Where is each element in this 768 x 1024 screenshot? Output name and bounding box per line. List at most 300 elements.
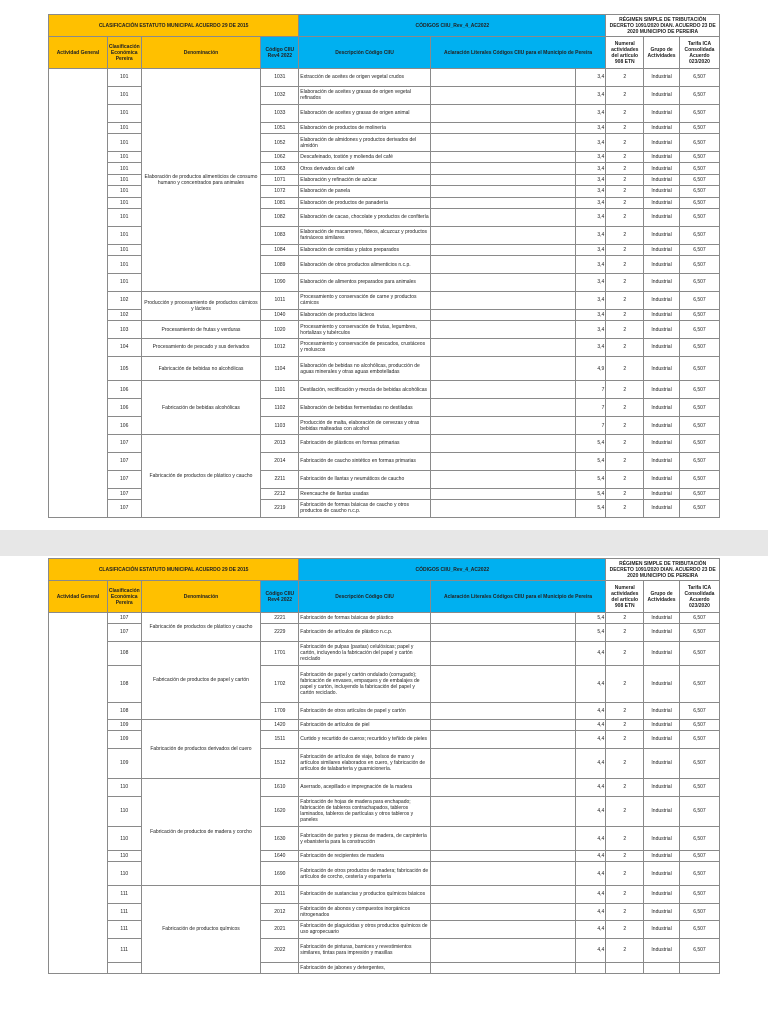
tipo-cell: Industrial: [644, 488, 680, 499]
tipo-cell: Industrial: [644, 291, 680, 309]
col-codigo-ciiu: Código CIIU Rev4 2022: [261, 581, 299, 613]
tipo-cell: Industrial: [644, 273, 680, 291]
tipo-cell: Industrial: [644, 720, 680, 731]
clasificacion-cell: 101: [107, 174, 141, 185]
descripcion-cell: Procesamiento y conservación de pescados, crustáceos y moluscos: [299, 339, 430, 357]
col-numeral: Numeral actividades del artículo 908 ETN: [606, 37, 644, 69]
grupo-cell: 2: [606, 339, 644, 357]
codigo-ciiu-cell: 2211: [261, 470, 299, 488]
numeral-cell: 5,4: [575, 613, 606, 624]
tipo-cell: Industrial: [644, 903, 680, 921]
aclaracion-cell: [430, 226, 575, 244]
tipo-cell: Industrial: [644, 244, 680, 255]
tarifa-cell: 6,507: [679, 613, 719, 624]
aclaracion-cell: [430, 779, 575, 797]
codigo-ciiu-cell: 1040: [261, 309, 299, 320]
codigo-ciiu-cell: 1032: [261, 86, 299, 104]
numeral-cell: 3,4: [575, 291, 606, 309]
tarifa-cell: 6,507: [679, 356, 719, 380]
descripcion-cell: Elaboración de bebidas fermentadas no destiladas: [299, 399, 430, 417]
descripcion-cell: Fabricación de formas básicas de plástico: [299, 613, 430, 624]
grupo-cell: 2: [606, 226, 644, 244]
tipo-cell: Industrial: [644, 151, 680, 162]
aclaracion-cell: [430, 488, 575, 499]
tarifa-cell: 6,507: [679, 86, 719, 104]
codigo-ciiu-cell: 2013: [261, 434, 299, 452]
tipo-cell: Industrial: [644, 186, 680, 197]
aclaracion-cell: [430, 886, 575, 904]
clasificacion-cell: 110: [107, 796, 141, 827]
aclaracion-cell: [430, 256, 575, 274]
descripcion-cell: Producción de malta, elaboración de cervezas y otras bebidas malteadas con alcohol: [299, 417, 430, 435]
clasificacion-cell: 107: [107, 488, 141, 499]
tipo-cell: Industrial: [644, 921, 680, 939]
grupo-cell: 2: [606, 256, 644, 274]
clasificacion-cell: 101: [107, 163, 141, 174]
tipo-cell: Industrial: [644, 309, 680, 320]
tipo-cell: Industrial: [644, 208, 680, 226]
tarifa-cell: 6,507: [679, 702, 719, 720]
aclaracion-cell: [430, 163, 575, 174]
grupo-cell: [606, 962, 644, 973]
codigo-ciiu-cell: 2229: [261, 624, 299, 642]
aclaracion-cell: [430, 339, 575, 357]
denominacion-cell: Procesamiento de pescado y sus derivados: [141, 339, 261, 357]
tarifa-cell: 6,507: [679, 851, 719, 862]
codigo-ciiu-cell: 2022: [261, 938, 299, 962]
tipo-cell: Industrial: [644, 827, 680, 851]
aclaracion-cell: [430, 356, 575, 380]
tarifa-cell: 6,507: [679, 186, 719, 197]
codigo-ciiu-cell: 1031: [261, 69, 299, 87]
table-row: [49, 779, 720, 797]
header-clasificacion-estatuto: CLASIFICACIÓN ESTATUTO MUNICIPAL ACUERDO 29 DE 2015: [49, 15, 299, 37]
grupo-cell: 2: [606, 273, 644, 291]
numeral-cell: 4,4: [575, 665, 606, 702]
aclaracion-cell: [430, 208, 575, 226]
clasificacion-cell: 101: [107, 208, 141, 226]
tarifa-cell: 6,507: [679, 748, 719, 779]
aclaracion-cell: [430, 417, 575, 435]
descripcion-cell: Fabricación de recipientes de madera: [299, 851, 430, 862]
descripcion-cell: Fabricación de artículos de piel: [299, 720, 430, 731]
col-descripcion: Descripción Código CIIU: [299, 37, 430, 69]
tarifa-cell: 6,507: [679, 339, 719, 357]
grupo-cell: 2: [606, 417, 644, 435]
denominacion-cell: Fabricación de productos de plástico y caucho: [141, 434, 261, 517]
tarifa-cell: 6,507: [679, 273, 719, 291]
aclaracion-cell: [430, 938, 575, 962]
clasificacion-cell: 101: [107, 104, 141, 122]
clasificacion-cell: 107: [107, 613, 141, 624]
descripcion-cell: Elaboración de comidas y platos preparados: [299, 244, 430, 255]
descripcion-cell: Fabricación de papel y cartón ondulado (corrugado); fabricación de envases, empaques y de embalajes de papel y cartón, incluyendo la fabricación del papel y cartón reciclado.: [299, 665, 430, 702]
numeral-cell: 4,4: [575, 720, 606, 731]
clasificacion-cell: 111: [107, 903, 141, 921]
numeral-cell: 3,4: [575, 151, 606, 162]
descripcion-cell: Descafeinado, tostión y molienda del café: [299, 151, 430, 162]
codigo-ciiu-cell: 1090: [261, 273, 299, 291]
denominacion-cell: Fabricación de productos de plástico y caucho: [141, 613, 261, 642]
aclaracion-cell: [430, 500, 575, 518]
grupo-cell: 2: [606, 641, 644, 665]
tarifa-cell: 6,507: [679, 624, 719, 642]
clasificacion-cell: 111: [107, 886, 141, 904]
codigo-ciiu-cell: 1082: [261, 208, 299, 226]
codigo-ciiu-cell: 2012: [261, 903, 299, 921]
aclaracion-cell: [430, 624, 575, 642]
table-row: [49, 641, 720, 665]
aclaracion-cell: [430, 321, 575, 339]
clasificacion-cell: 106: [107, 381, 141, 399]
denominacion-cell: Fabricación de bebidas no alcohólicas: [141, 356, 261, 380]
numeral-cell: 3,4: [575, 321, 606, 339]
numeral-cell: 5,4: [575, 470, 606, 488]
numeral-cell: 3,4: [575, 134, 606, 152]
tipo-cell: Industrial: [644, 86, 680, 104]
col-aclaracion: Aclaración Literales Códigos CIIU para el Municipio de Pereira: [430, 581, 606, 613]
grupo-cell: 2: [606, 903, 644, 921]
clasificacion-cell: 107: [107, 470, 141, 488]
aclaracion-cell: [430, 851, 575, 862]
clasificacion-cell: [107, 962, 141, 973]
tarifa-cell: 6,507: [679, 309, 719, 320]
tarifa-cell: 6,507: [679, 399, 719, 417]
numeral-cell: 4,4: [575, 748, 606, 779]
aclaracion-cell: [430, 197, 575, 208]
aclaracion-cell: [430, 720, 575, 731]
numeral-cell: 7: [575, 417, 606, 435]
clasificacion-cell: 107: [107, 624, 141, 642]
table-row: [49, 613, 720, 624]
numeral-cell: 4,4: [575, 779, 606, 797]
descripcion-cell: Fabricación de jabones y detergentes,: [299, 962, 430, 973]
clasificacion-cell: 101: [107, 197, 141, 208]
descripcion-cell: Elaboración y refinación de azúcar: [299, 174, 430, 185]
tarifa-cell: 6,507: [679, 665, 719, 702]
grupo-cell: 2: [606, 309, 644, 320]
tarifa-cell: 6,507: [679, 244, 719, 255]
codigo-ciiu-cell: 1690: [261, 862, 299, 886]
descripcion-cell: Fabricación de hojas de madera para enchapado; fabricación de tableros contrachapados, tableros laminados, tableros de partículas y otros tableros y paneles: [299, 796, 430, 827]
col-denominacion: Denominación: [141, 581, 261, 613]
clasificacion-cell: 108: [107, 702, 141, 720]
aclaracion-cell: [430, 903, 575, 921]
grupo-cell: 2: [606, 796, 644, 827]
clasificacion-cell: 101: [107, 122, 141, 133]
col-numeral: Numeral actividades del artículo 908 ETN: [606, 581, 644, 613]
descripcion-cell: Fabricación de pinturas, barnices y revestimientos similares, tintas para impresión y masillas: [299, 938, 430, 962]
tarifa-cell: 6,507: [679, 197, 719, 208]
col-clasificacion: Clasificación Económica Pereira: [107, 581, 141, 613]
tipo-cell: Industrial: [644, 134, 680, 152]
grupo-cell: 2: [606, 851, 644, 862]
tipo-cell: Industrial: [644, 226, 680, 244]
codigo-ciiu-cell: 2021: [261, 921, 299, 939]
denominacion-cell: Procesamiento de frutas y verduras: [141, 321, 261, 339]
aclaracion-cell: [430, 641, 575, 665]
clasificacion-cell: 101: [107, 256, 141, 274]
grupo-cell: 2: [606, 470, 644, 488]
table-row: [49, 720, 720, 731]
tipo-cell: Industrial: [644, 702, 680, 720]
grupo-cell: 2: [606, 134, 644, 152]
descripcion-cell: Elaboración de alimentos preparados para animales: [299, 273, 430, 291]
col-grupo: Grupo de Actividades: [644, 581, 680, 613]
clasificacion-cell: 101: [107, 226, 141, 244]
tipo-cell: Industrial: [644, 452, 680, 470]
codigo-ciiu-cell: 1620: [261, 796, 299, 827]
codigo-ciiu-cell: 1033: [261, 104, 299, 122]
ciiu-table-page-1: [48, 14, 720, 518]
numeral-cell: 4,4: [575, 862, 606, 886]
clasificacion-cell: 107: [107, 500, 141, 518]
descripcion-cell: Elaboración de macarrones, fideos, alcuzcuz y productos farináceos similares: [299, 226, 430, 244]
numeral-cell: 4,4: [575, 903, 606, 921]
codigo-ciiu-cell: 2011: [261, 886, 299, 904]
tarifa-cell: 6,507: [679, 434, 719, 452]
codigo-ciiu-cell: 1062: [261, 151, 299, 162]
codigo-ciiu-cell: 2014: [261, 452, 299, 470]
clasificacion-cell: 110: [107, 862, 141, 886]
header-codigos-ciiu: CÓDIGOS CIIU_Rev_4_AC2022: [299, 559, 606, 581]
grupo-cell: 2: [606, 163, 644, 174]
codigo-ciiu-cell: 1701: [261, 641, 299, 665]
grupo-cell: 2: [606, 886, 644, 904]
aclaracion-cell: [430, 122, 575, 133]
grupo-cell: 2: [606, 86, 644, 104]
tipo-cell: Industrial: [644, 256, 680, 274]
tarifa-cell: 6,507: [679, 104, 719, 122]
aclaracion-cell: [430, 186, 575, 197]
grupo-cell: 2: [606, 748, 644, 779]
codigo-ciiu-cell: 1512: [261, 748, 299, 779]
descripcion-cell: Procesamiento y conservación de frutas, legumbres, hortalizas y tubérculos: [299, 321, 430, 339]
descripcion-cell: Elaboración de aceites y grasas de origen animal: [299, 104, 430, 122]
clasificacion-cell: 110: [107, 851, 141, 862]
aclaracion-cell: [430, 381, 575, 399]
codigo-ciiu-cell: 1072: [261, 186, 299, 197]
numeral-cell: 3,4: [575, 86, 606, 104]
numeral-cell: 3,4: [575, 197, 606, 208]
codigo-ciiu-cell: 1102: [261, 399, 299, 417]
clasificacion-cell: 102: [107, 291, 141, 309]
denominacion-cell: Fabricación de productos de papel y cartón: [141, 641, 261, 720]
tarifa-cell: 6,507: [679, 903, 719, 921]
numeral-cell: 4,4: [575, 796, 606, 827]
table-row: [49, 339, 720, 357]
grupo-cell: 2: [606, 208, 644, 226]
tarifa-cell: 6,507: [679, 731, 719, 749]
tipo-cell: Industrial: [644, 624, 680, 642]
codigo-ciiu-cell: 2212: [261, 488, 299, 499]
aclaracion-cell: [430, 731, 575, 749]
col-grupo: Grupo de Actividades: [644, 37, 680, 69]
col-denominacion: Denominación: [141, 37, 261, 69]
grupo-cell: 2: [606, 291, 644, 309]
tarifa-cell: 6,507: [679, 151, 719, 162]
tipo-cell: Industrial: [644, 500, 680, 518]
tipo-cell: Industrial: [644, 665, 680, 702]
aclaracion-cell: [430, 434, 575, 452]
codigo-ciiu-cell: 1084: [261, 244, 299, 255]
header-codigos-ciiu: CÓDIGOS CIIU_Rev_4_AC2022: [299, 15, 606, 37]
clasificacion-cell: 101: [107, 69, 141, 87]
grupo-cell: 2: [606, 624, 644, 642]
codigo-ciiu-cell: 1640: [261, 851, 299, 862]
descripcion-cell: Fabricación de formas básicas de caucho y otros productos de caucho n.c.p.: [299, 500, 430, 518]
grupo-cell: 2: [606, 399, 644, 417]
tipo-cell: Industrial: [644, 613, 680, 624]
tarifa-cell: 6,507: [679, 938, 719, 962]
aclaracion-cell: [430, 470, 575, 488]
col-actividad-general: Actividad General: [49, 581, 108, 613]
tipo-cell: Industrial: [644, 339, 680, 357]
clasificacion-cell: 101: [107, 186, 141, 197]
tipo-cell: Industrial: [644, 174, 680, 185]
aclaracion-cell: [430, 151, 575, 162]
codigo-ciiu-cell: 1051: [261, 122, 299, 133]
tipo-cell: Industrial: [644, 731, 680, 749]
aclaracion-cell: [430, 291, 575, 309]
numeral-cell: 3,4: [575, 339, 606, 357]
tipo-cell: Industrial: [644, 748, 680, 779]
codigo-ciiu-cell: 2221: [261, 613, 299, 624]
aclaracion-cell: [430, 748, 575, 779]
aclaracion-cell: [430, 796, 575, 827]
clasificacion-cell: 110: [107, 779, 141, 797]
clasificacion-cell: 104: [107, 339, 141, 357]
tarifa-cell: 6,507: [679, 470, 719, 488]
numeral-cell: 4,4: [575, 921, 606, 939]
aclaracion-cell: [430, 452, 575, 470]
grupo-cell: 2: [606, 731, 644, 749]
tarifa-cell: 6,507: [679, 174, 719, 185]
grupo-cell: 2: [606, 434, 644, 452]
aclaracion-cell: [430, 104, 575, 122]
grupo-cell: 2: [606, 151, 644, 162]
aclaracion-cell: [430, 273, 575, 291]
clasificacion-cell: 106: [107, 399, 141, 417]
descripcion-cell: Elaboración de panela: [299, 186, 430, 197]
tipo-cell: Industrial: [644, 69, 680, 87]
clasificacion-cell: 109: [107, 731, 141, 749]
tarifa-cell: 6,507: [679, 827, 719, 851]
grupo-cell: 2: [606, 613, 644, 624]
codigo-ciiu-cell: 1420: [261, 720, 299, 731]
descripcion-cell: Fabricación de artículos de viaje, bolsos de mano y artículos similares elaborados en cuero, y fabricación de artículos de talabartería y guarnicionería.: [299, 748, 430, 779]
grupo-cell: 2: [606, 69, 644, 87]
grupo-cell: 2: [606, 488, 644, 499]
col-tarifa: Tarifa ICA Consolidada Acuerdo 023/2020: [679, 37, 719, 69]
descripcion-cell: Fabricación de plaguicidas y otros productos químicos de uso agropecuario: [299, 921, 430, 939]
numeral-cell: 4,9: [575, 356, 606, 380]
actividad-general-cell: [49, 613, 108, 974]
clasificacion-cell: 105: [107, 356, 141, 380]
tipo-cell: [644, 962, 680, 973]
tipo-cell: Industrial: [644, 163, 680, 174]
denominacion-cell: Elaboración de productos alimenticios de consumo humano y concentrados para animales: [141, 69, 261, 292]
descripcion-cell: Fabricación de llantas y neumáticos de caucho: [299, 470, 430, 488]
grupo-cell: 2: [606, 104, 644, 122]
descripcion-cell: Aserrado, acepillado e impregnación de la madera: [299, 779, 430, 797]
codigo-ciiu-cell: 1702: [261, 665, 299, 702]
descripcion-cell: Fabricación de partes y piezas de madera, de carpintería y ebanistería para la construcción: [299, 827, 430, 851]
tarifa-cell: 6,507: [679, 208, 719, 226]
tarifa-cell: 6,507: [679, 641, 719, 665]
descripcion-cell: Elaboración de cacao, chocolate y productos de confitería: [299, 208, 430, 226]
clasificacion-cell: 103: [107, 321, 141, 339]
codigo-ciiu-cell: 1101: [261, 381, 299, 399]
codigo-ciiu-cell: 1709: [261, 702, 299, 720]
clasificacion-cell: 107: [107, 434, 141, 452]
tarifa-cell: 6,507: [679, 452, 719, 470]
aclaracion-cell: [430, 86, 575, 104]
aclaracion-cell: [430, 399, 575, 417]
codigo-ciiu-cell: 2219: [261, 500, 299, 518]
codigo-ciiu-cell: 1071: [261, 174, 299, 185]
descripcion-cell: Extracción de aceites de origen vegetal crudos: [299, 69, 430, 87]
grupo-cell: 2: [606, 321, 644, 339]
grupo-cell: 2: [606, 827, 644, 851]
ciiu-table-page-2: [48, 558, 720, 974]
tipo-cell: Industrial: [644, 862, 680, 886]
tipo-cell: Industrial: [644, 417, 680, 435]
tarifa-cell: 6,507: [679, 417, 719, 435]
descripcion-cell: Elaboración de productos de molinería: [299, 122, 430, 133]
descripcion-cell: Curtido y recurtido de cueros; recurtido y teñido de pieles: [299, 731, 430, 749]
clasificacion-cell: 111: [107, 938, 141, 962]
numeral-cell: [575, 962, 606, 973]
descripcion-cell: Otros derivados del café: [299, 163, 430, 174]
aclaracion-cell: [430, 134, 575, 152]
grupo-cell: 2: [606, 174, 644, 185]
clasificacion-cell: 106: [107, 417, 141, 435]
aclaracion-cell: [430, 862, 575, 886]
col-aclaracion: Aclaración Literales Códigos CIIU para el Municipio de Pereira: [430, 37, 606, 69]
header-clasificacion-estatuto: CLASIFICACIÓN ESTATUTO MUNICIPAL ACUERDO 29 DE 2015: [49, 559, 299, 581]
col-codigo-ciiu: Código CIIU Rev4 2022: [261, 37, 299, 69]
tarifa-cell: 6,507: [679, 134, 719, 152]
codigo-ciiu-cell: 1081: [261, 197, 299, 208]
col-clasificacion: Clasificación Económica Pereira: [107, 37, 141, 69]
numeral-cell: 4,4: [575, 702, 606, 720]
codigo-ciiu-cell: [261, 962, 299, 973]
codigo-ciiu-cell: 1104: [261, 356, 299, 380]
grupo-cell: 2: [606, 921, 644, 939]
codigo-ciiu-cell: 1610: [261, 779, 299, 797]
tarifa-cell: 6,507: [679, 321, 719, 339]
grupo-cell: 2: [606, 938, 644, 962]
denominacion-cell: Fabricación de productos derivados del cuero: [141, 720, 261, 779]
tarifa-cell: 6,507: [679, 226, 719, 244]
denominacion-cell: Fabricación de bebidas alcohólicas: [141, 381, 261, 435]
clasificacion-cell: 101: [107, 86, 141, 104]
clasificacion-cell: 107: [107, 452, 141, 470]
aclaracion-cell: [430, 174, 575, 185]
aclaracion-cell: [430, 962, 575, 973]
tarifa-cell: 6,507: [679, 862, 719, 886]
tarifa-cell: 6,507: [679, 163, 719, 174]
numeral-cell: 3,4: [575, 69, 606, 87]
table-row: [49, 886, 720, 904]
table-row: [49, 434, 720, 452]
numeral-cell: 3,4: [575, 122, 606, 133]
numeral-cell: 4,4: [575, 851, 606, 862]
descripcion-cell: Reencauche de llantas usadas: [299, 488, 430, 499]
clasificacion-cell: 101: [107, 134, 141, 152]
tipo-cell: Industrial: [644, 104, 680, 122]
